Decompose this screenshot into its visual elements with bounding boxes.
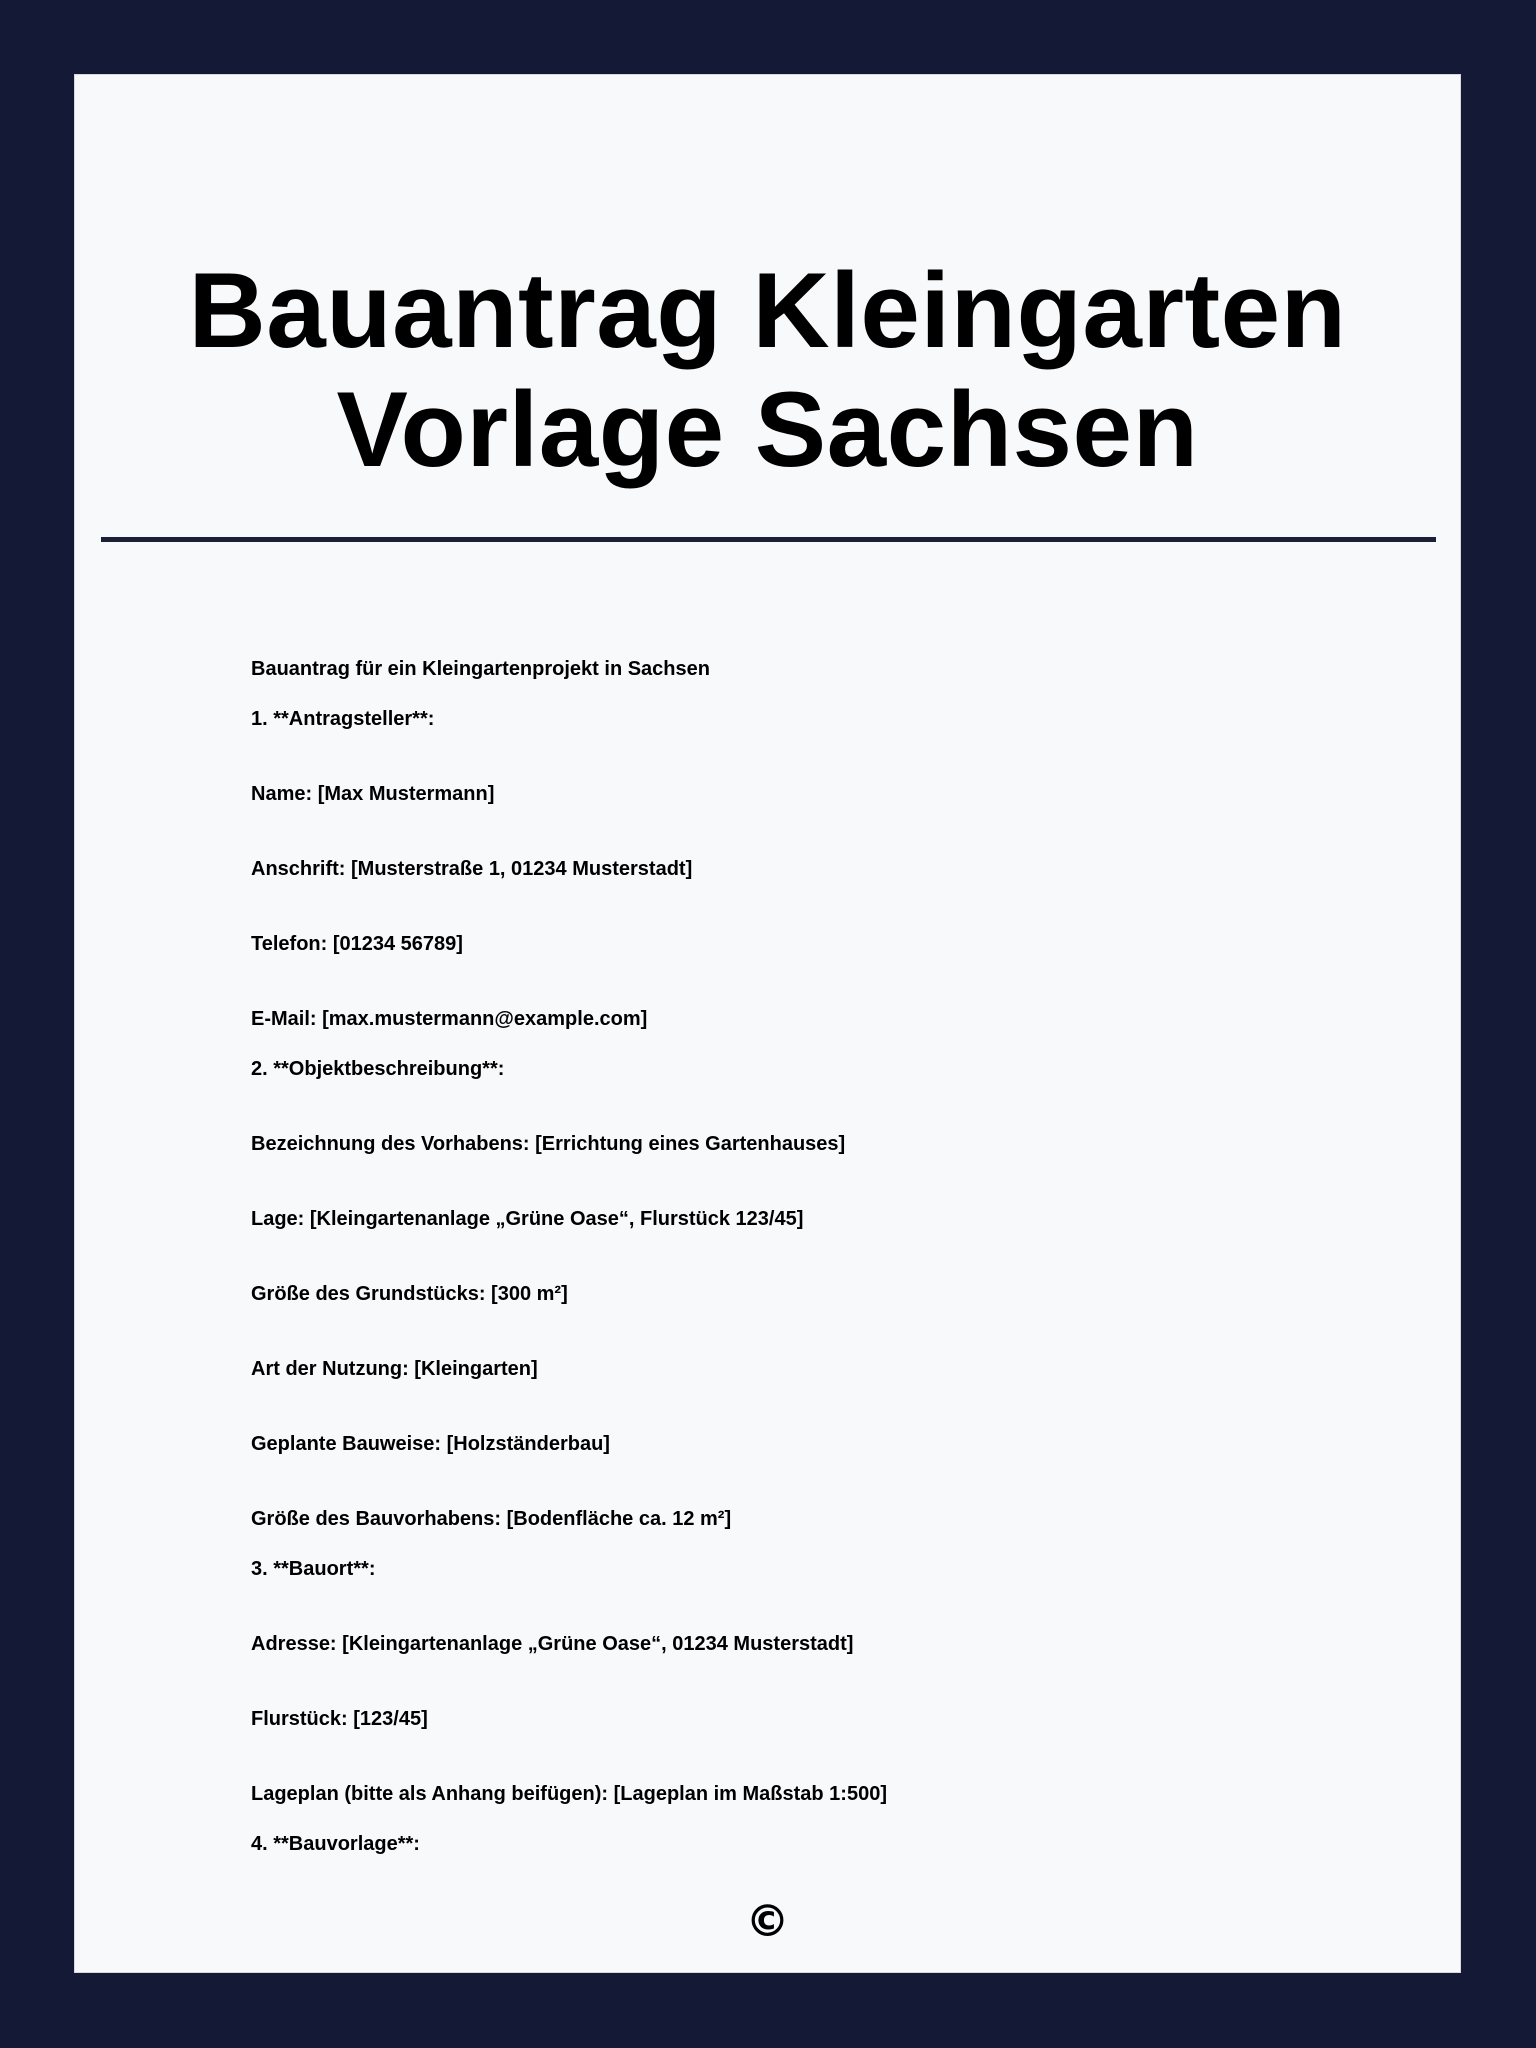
field-groesse-grundstueck: Größe des Grundstücks: [300 m²] bbox=[251, 1283, 568, 1305]
section-heading-objektbeschreibung: 2. **Objektbeschreibung**: bbox=[251, 1058, 505, 1080]
field-flurstueck: Flurstück: [123/45] bbox=[251, 1708, 428, 1730]
page-title bbox=[75, 251, 1460, 489]
field-lage: Lage: [Kleingartenanlage „Grüne Oase“, Flurstück 123/45] bbox=[251, 1208, 804, 1230]
field-anschrift: Anschrift: [Musterstraße 1, 01234 Musterstadt] bbox=[251, 858, 693, 880]
field-name: Name: [Max Mustermann] bbox=[251, 783, 495, 805]
section-heading-bauort: 3. **Bauort**: bbox=[251, 1558, 376, 1580]
field-groesse-bauvorhaben: Größe des Bauvorhabens: [Bodenfläche ca. 12 m²] bbox=[251, 1508, 732, 1530]
document-page bbox=[74, 74, 1461, 1973]
title-line-2: Vorlage Sachsen bbox=[336, 369, 1199, 489]
title-line-1: Bauantrag Kleingarten bbox=[188, 250, 1347, 370]
section-heading-antragsteller: 1. **Antragsteller**: bbox=[251, 708, 435, 730]
field-telefon: Telefon: [01234 56789] bbox=[251, 933, 463, 955]
intro-line: Bauantrag für ein Kleingartenprojekt in Sachsen bbox=[251, 658, 710, 680]
field-email: E-Mail: [max.mustermann@example.com] bbox=[251, 1008, 648, 1030]
field-adresse: Adresse: [Kleingartenanlage „Grüne Oase“, 01234 Musterstadt] bbox=[251, 1633, 854, 1655]
field-bauweise: Geplante Bauweise: [Holzständerbau] bbox=[251, 1433, 610, 1455]
copyright-icon: © bbox=[745, 1896, 790, 1947]
field-art-nutzung: Art der Nutzung: [Kleingarten] bbox=[251, 1358, 538, 1380]
field-bezeichnung: Bezeichnung des Vorhabens: [Errichtung eines Gartenhauses] bbox=[251, 1133, 846, 1155]
field-lageplan: Lageplan (bitte als Anhang beifügen): [Lageplan im Maßstab 1:500] bbox=[251, 1783, 887, 1805]
title-divider bbox=[101, 537, 1436, 542]
section-heading-bauvorlage: 4. **Bauvorlage**: bbox=[251, 1833, 420, 1855]
